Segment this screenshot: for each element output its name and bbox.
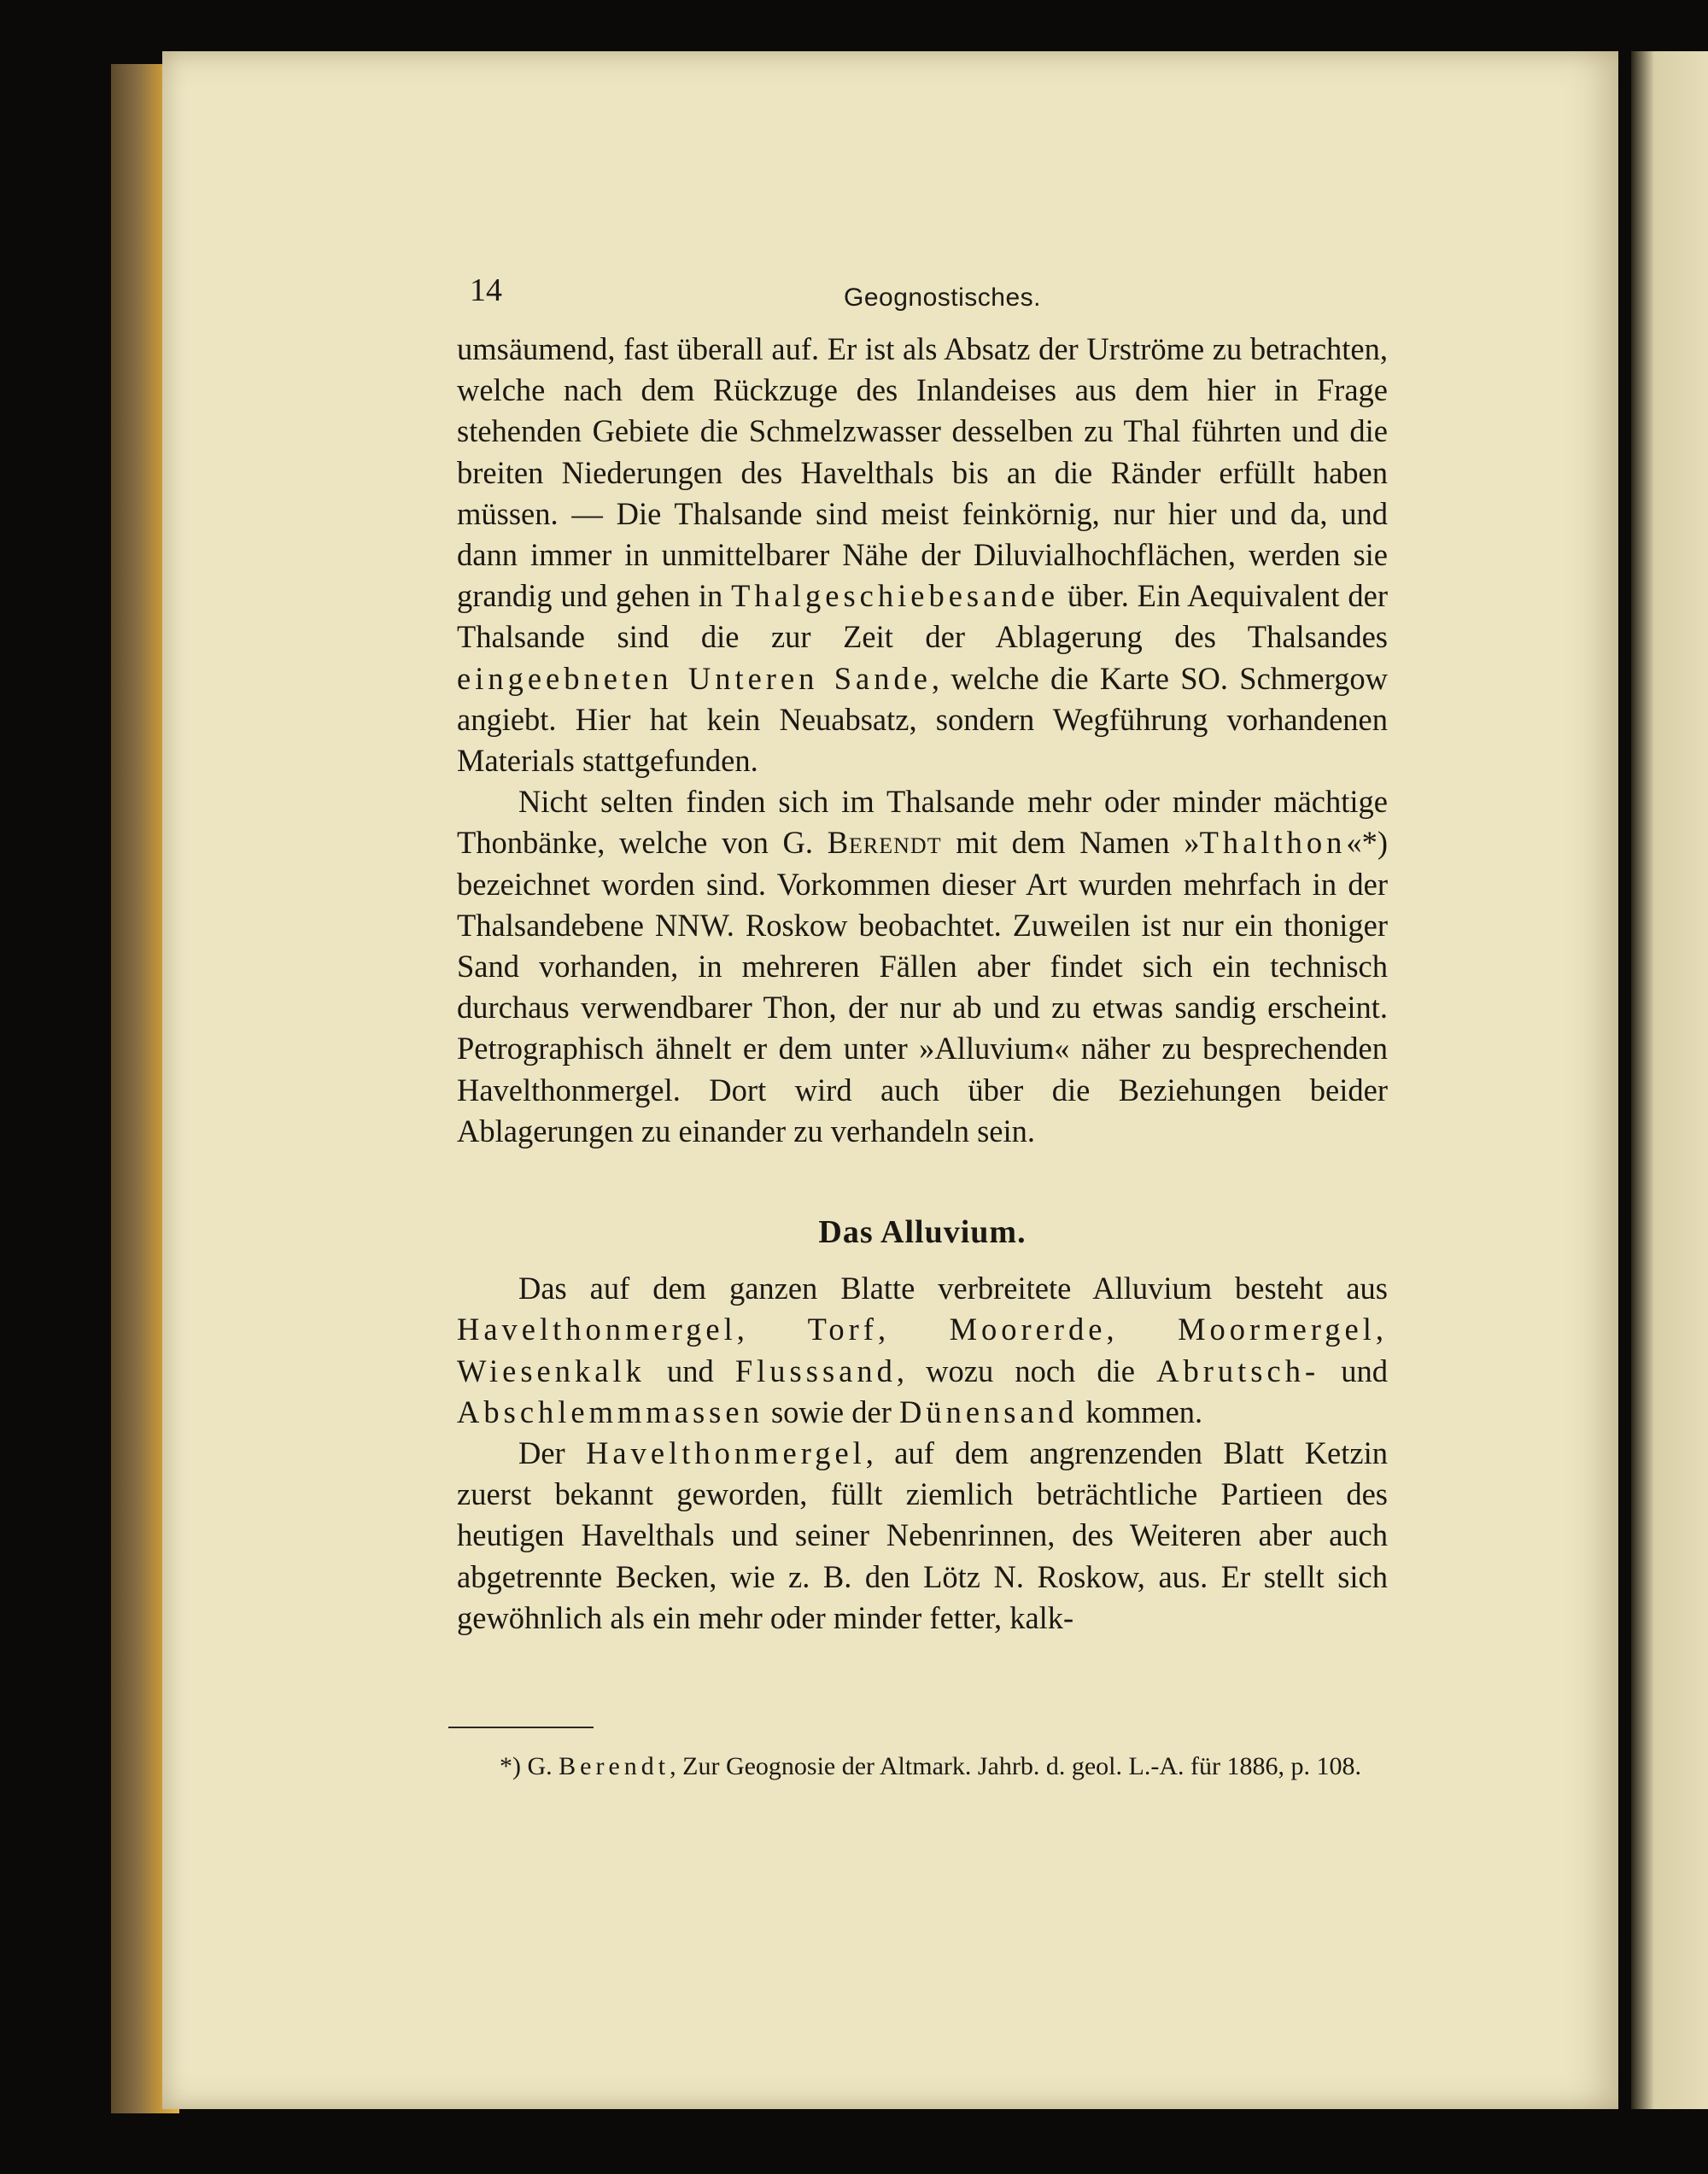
- footnote-author: Berendt: [559, 1752, 670, 1780]
- page-number: 14: [470, 272, 502, 308]
- footnote: *) G. Berendt, Zur Geognosie der Altmark. Jahrb. d. geol. L.-A. für 1886, p. 108.: [500, 1752, 1361, 1780]
- page-header: [470, 272, 1392, 314]
- emphasis-thalthon: Thalthon: [1199, 825, 1347, 861]
- paragraph-4: Der Havelthonmergel, auf dem angrenzenden Blatt Ketzin zuerst bekannt geworden, füllt ziemlich beträchtliche Partieen des heutigen Havelthals und seiner Nebenrinnen, des Weiteren aber auch abgetrennte Becken, wie z. B. den Lötz N. Roskow, aus. Er stellt sich gewöhnlich als ein mehr oder minder fetter, kalk-: [457, 1435, 1388, 1635]
- emphasis-thalgeschiebesande: Thalgeschiebesande: [731, 578, 1060, 614]
- paragraph-3: Das auf dem ganzen Blatte verbreitete Alluvium besteht aus Havelthonmergel, Torf, Moorerde, Moormergel, Wiesenkalk und Flusssand, wozu noch die Abrutsch- und Abschlemmmassen sowie der Dünensand kommen.: [457, 1271, 1389, 1429]
- adjacent-page-edge: [1631, 51, 1708, 2109]
- body-text: [457, 329, 1388, 1639]
- footnote-rule: [448, 1727, 594, 1728]
- section-heading: Das Alluvium.: [818, 1214, 1027, 1251]
- running-title: Geognostisches.: [844, 283, 1041, 312]
- emphasis-eingeebneten-sande: eingeebneten Unteren Sande: [457, 660, 932, 696]
- paragraph-1: umsäumend, fast überall auf. Er ist als Absatz der Urströme zu betrachten, welche nach dem Rückzuge des Inlandeises aus dem hier in Frage stehenden Gebiete die Schmelzwasser desselben zu Thal führten und die breiten Niederungen des Havelthals bis an die Ränder erfüllt haben müssen. — Die Thalsande sind meist feinkörnig, nur hier und da, und dann immer in unmittelbarer Nähe der Diluvialhochflächen, werden sie grandig und gehen in Thalgeschiebesande über. Ein Aequivalent der Thalsande sind die zur Zeit der Ablagerung des Thalsandes eingeebneten Unteren Sande, welche die Karte SO. Schmergow angiebt. Hier hat kein Neuabsatz, sondern Wegführung vorhandenen Materials stattgefunden.: [457, 331, 1388, 779]
- author-name: Berendt: [827, 825, 942, 861]
- paragraph-2: Nicht selten finden sich im Thalsande mehr oder minder mächtige Thonbänke, welche von G. Berendt mit dem Namen »Thalthon«*) bezeichnet worden sind. Vorkommen dieser Art wurden mehrfach in der Thalsandebene NNW. Roskow beobachtet. Zuweilen ist nur ein thoniger Sand vorhanden, in mehreren Fällen aber findet sich ein technisch durchaus verwendbarer Thon, der nur ab und zu etwas sandig erscheint. Petrographisch ähnelt er dem unter »Alluvium« näher zu besprechenden Havelthonmergel. Dort wird auch über die Beziehungen beider Ablagerungen zu einander zu verhandeln sein.: [457, 784, 1388, 1148]
